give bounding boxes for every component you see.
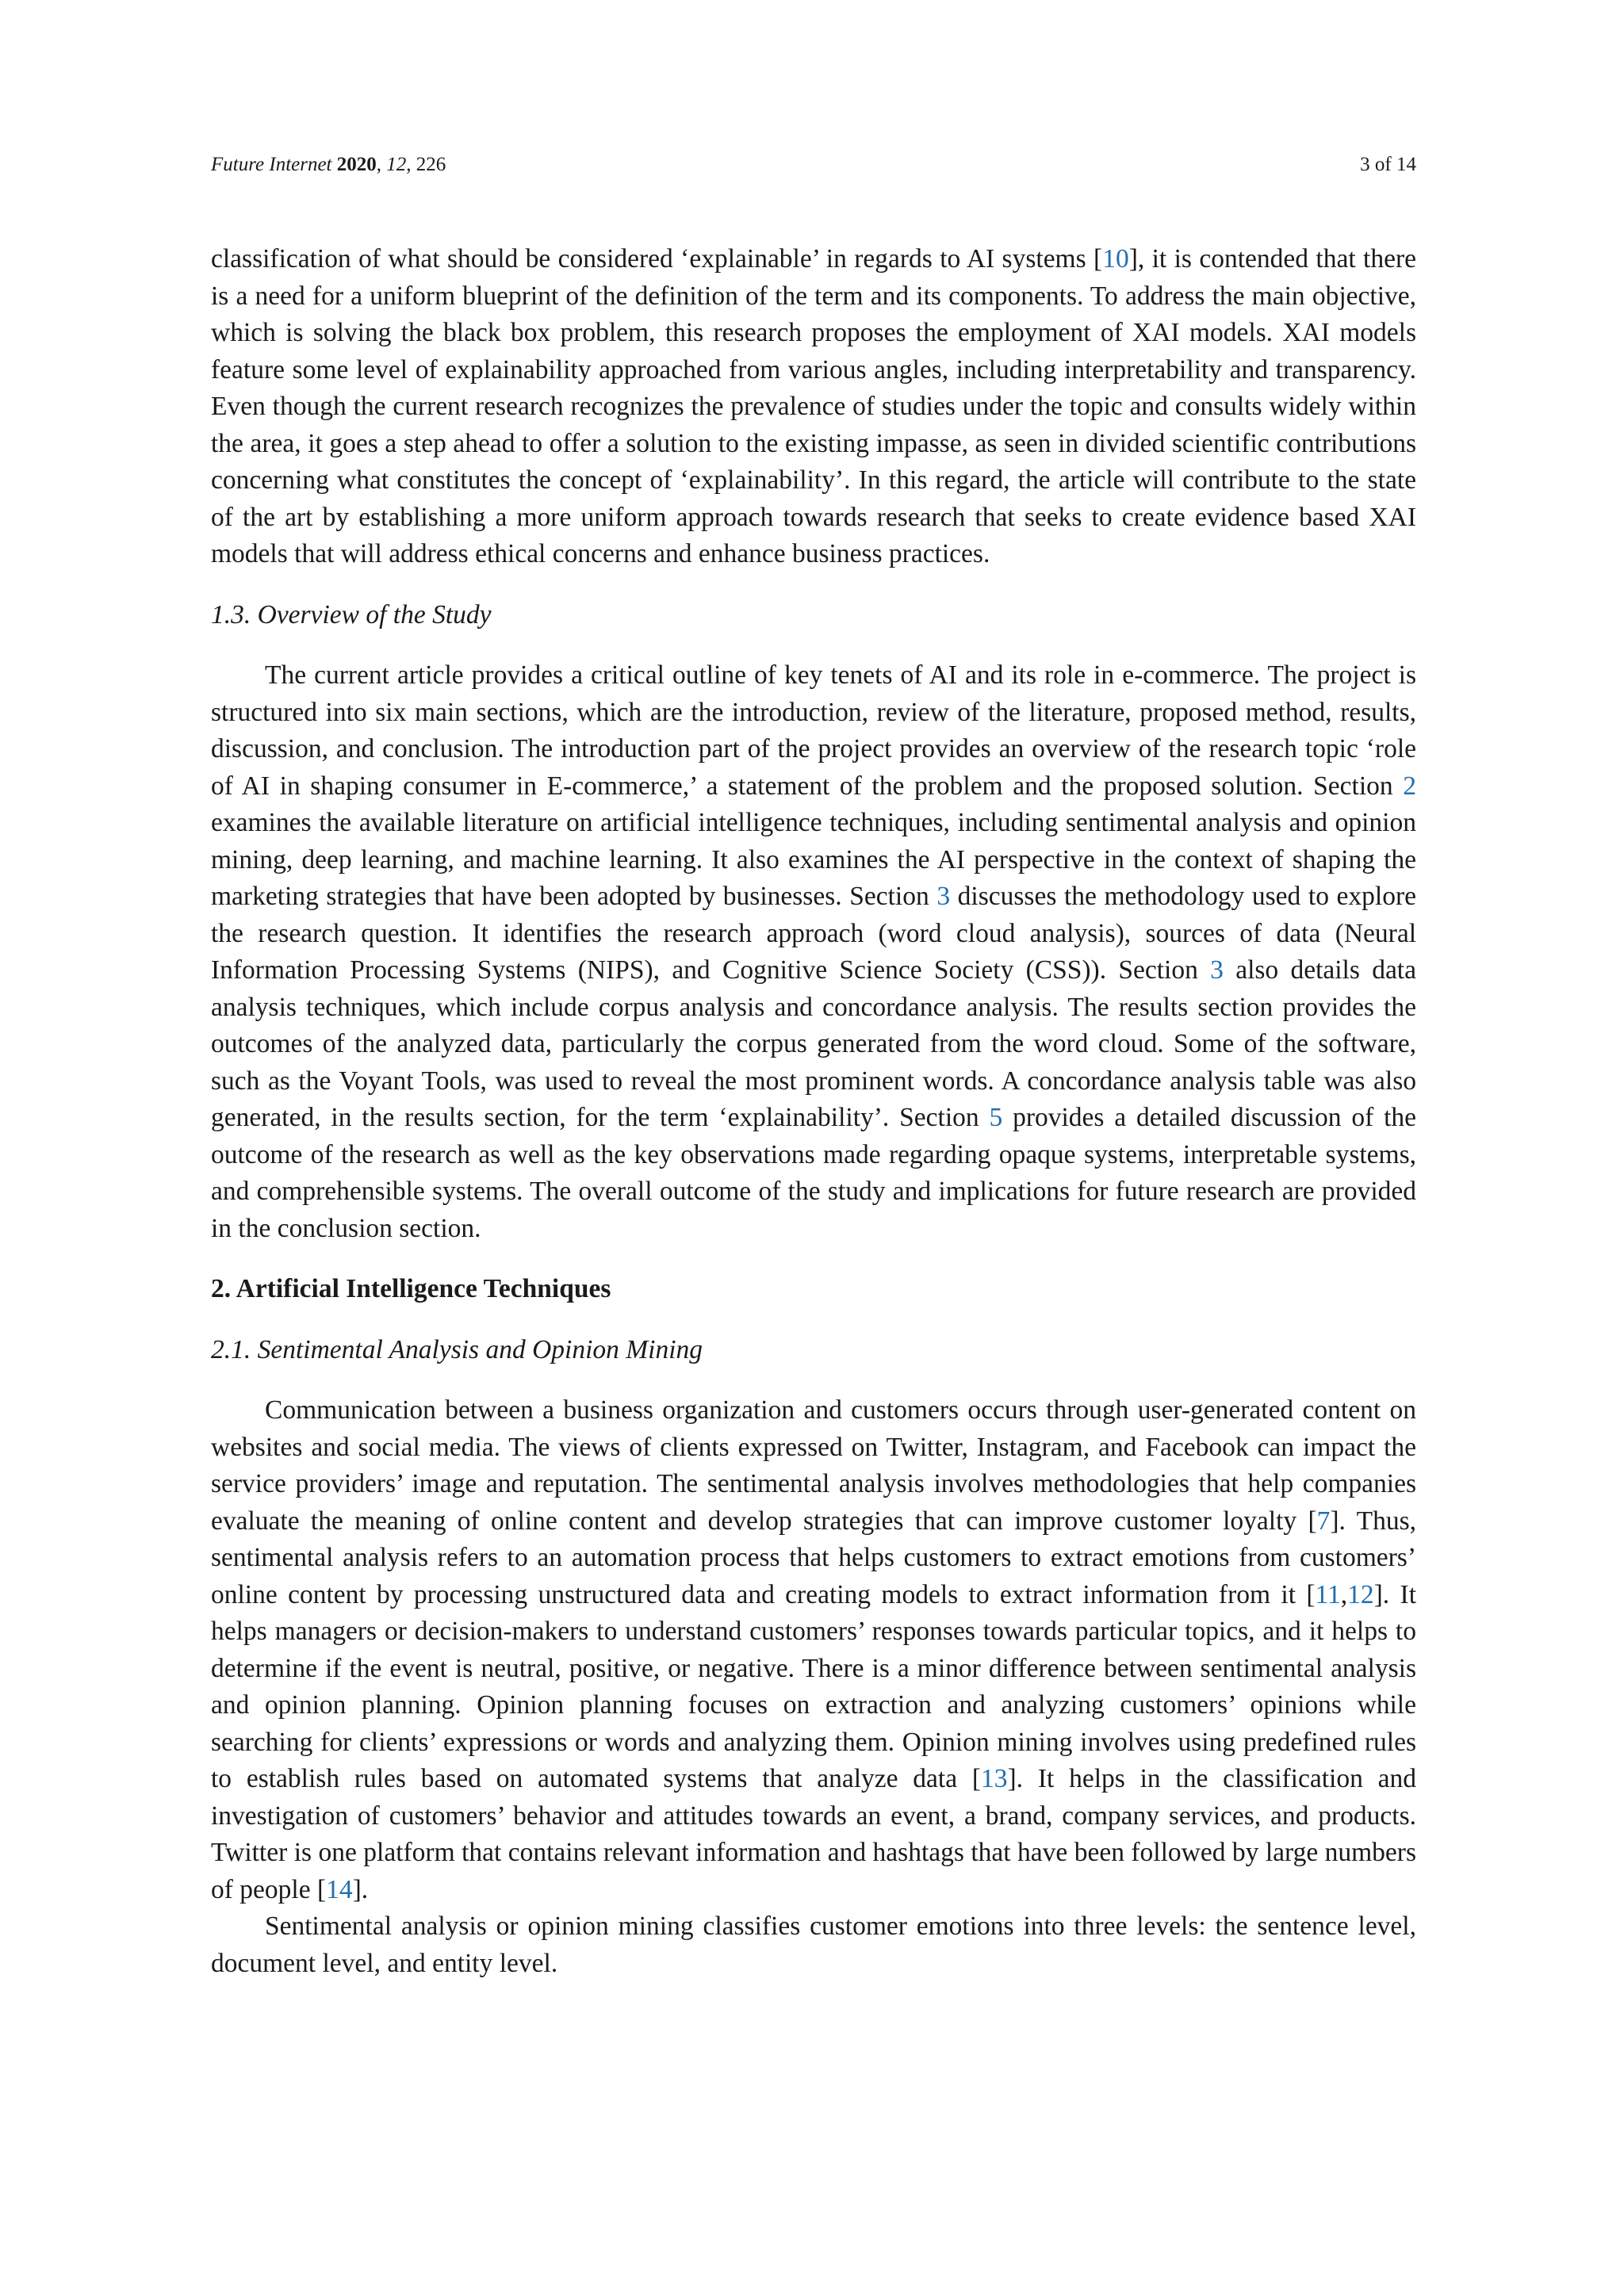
section-link[interactable]: 5: [989, 1103, 1003, 1132]
paragraph-sentiment: Communication between a business organization and customers occurs through user-generated content on websites and social media. The views of clients expressed on Twitter, Instagram, and Facebook can impact the service providers’ image and reputation. The sentimental analysis involves methodologies that help companies evaluate the meaning of online content and develop strategies that can improve customer loyalty [7]. Thus, sentimental analysis refers to an automation process that helps customers to extract emotions from customers’ online content by processing unstructured data and creating models to extract information from it [11,12]. It helps managers or decision-makers to understand customers’ responses towards particular topics, and it helps to determine if the event is neutral, positive, or negative. There is a minor difference between sentimental analysis and opinion planning. Opinion planning focuses on extraction and analyzing customers’ opinions while searching for clients’ expressions or words and analyzing them. Opinion mining involves using predefined rules to establish rules based on automated systems that analyze data [13]. It helps in the classification and investigation of customers’ behavior and attitudes towards an event, a brand, company services, and products. Twitter is one platform that contains relevant information and hashtags that have been followed by large numbers of people [14].: [211, 1395, 1417, 1904]
subsection-heading-1-3: 1.3. Overview of the Study: [211, 599, 492, 629]
journal-name: Future Internet: [211, 154, 332, 175]
citation-link[interactable]: 12: [1347, 1579, 1374, 1609]
citation-link[interactable]: 10: [1102, 244, 1129, 274]
paragraph-overview: The current article provides a critical outline of key tenets of AI and its role in e-commerce. The project is structured into six main sections, which are the introduction, review of the literature, proposed method, results, discussion, and conclusion. The introduction part of the project provides an overview of the research topic ‘role of AI in shaping consumer in E-commerce,’ a statement of the problem and the proposed solution. Section 2 examines the available literature on artificial intelligence techniques, including sentimental analysis and opinion mining, deep learning, and machine learning. It also examines the AI perspective in the context of shaping the marketing strategies that have been adopted by businesses. Section 3 discusses the methodology used to explore the research question. It identifies the research approach (word cloud analysis), sources of data (Neural Information Processing Systems (NIPS), and Cognitive Science Society (CSS)). Section 3 also details data analysis techniques, which include corpus analysis and concordance analysis. The results section provides the outcomes of the analyzed data, particularly the corpus generated from the word cloud. Some of the software, such as the Voyant Tools, was used to reveal the most prominent words. A concordance analysis table was also generated, in the results section, for the term ‘explainability’. Section 5 provides a detailed discussion of the outcome of the research as well as the key observations made regarding opaque systems, interpretable systems, and comprehensible systems. The overall outcome of the study and implications for future research are provided in the conclusion section.: [211, 660, 1416, 1243]
section-heading-2: 2. Artificial Intelligence Techniques: [211, 1274, 611, 1303]
citation-link[interactable]: 13: [981, 1764, 1008, 1793]
citation-link[interactable]: 14: [326, 1874, 353, 1904]
section-link[interactable]: 2: [1403, 771, 1416, 801]
paragraph-levels: Sentimental analysis or opinion mining classifies customer emotions into three levels: the sentence level, document level, and entity level.: [211, 1911, 1416, 1978]
citation-link[interactable]: 7: [1316, 1506, 1331, 1536]
journal-volume: 12: [386, 154, 407, 175]
page-number: 3 of 14: [1360, 154, 1416, 175]
paragraph-continuation: classification of what should be considered ‘explainable’ in regards to AI systems [10], it is contended that there is a need for a uniform blueprint of the definition of the term and its components. To address the main objective, which is solving the black box problem, this research proposes the employment of XAI models. XAI models feature some level of explainability approached from various angles, including interpretability and transparency. Even though the current research recognizes the prevalence of studies under the topic and consults widely within the area, it goes a step ahead to offer a solution to the existing impasse, as seen in divided scientific contributions concerning what constitutes the concept of ‘explainability’. In this regard, the article will contribute to the state of the art by establishing a more uniform approach towards research that seeks to create evidence based XAI models that will address ethical concerns and enhance business practices.: [211, 244, 1416, 568]
section-link[interactable]: 3: [936, 882, 951, 911]
journal-year: 2020: [336, 154, 377, 175]
citation-link[interactable]: 11: [1315, 1579, 1341, 1609]
journal-citation: Future Internet 2020, 12, 226: [211, 154, 446, 175]
article-number: 226: [416, 154, 446, 175]
section-link[interactable]: 3: [1210, 955, 1224, 985]
article-body: [211, 241, 1416, 1982]
subsection-heading-2-1: 2.1. Sentimental Analysis and Opinion Mining: [211, 1334, 703, 1364]
